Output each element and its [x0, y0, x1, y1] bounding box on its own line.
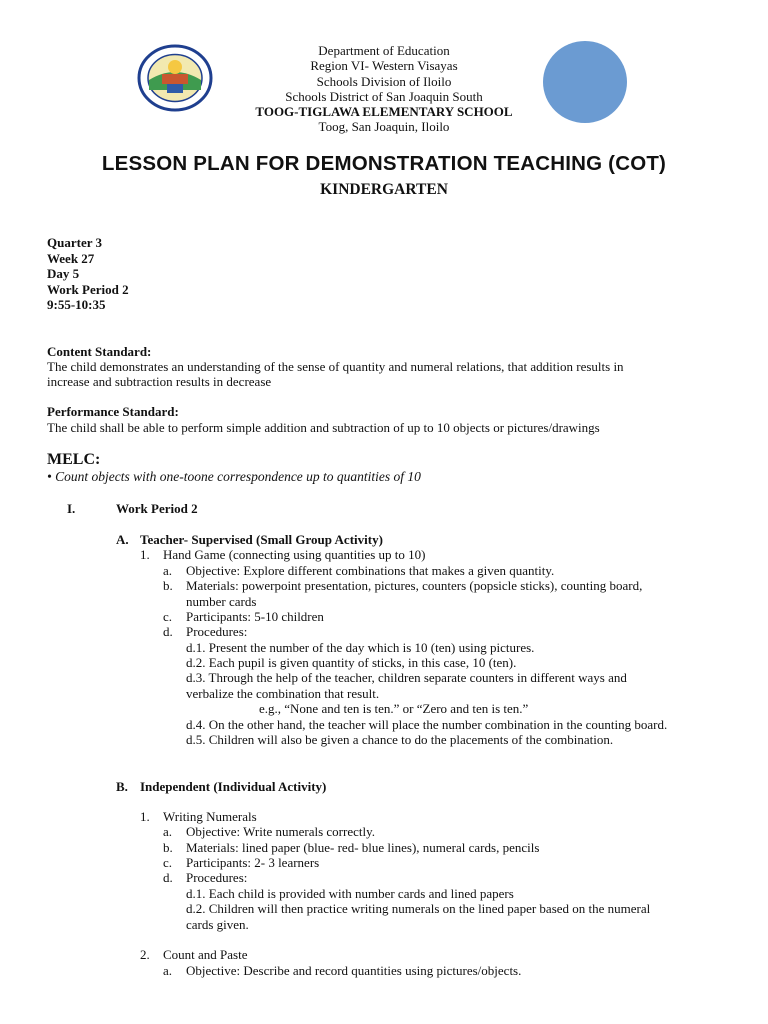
list-marker: a. [163, 824, 173, 839]
performance-standard-label: Performance Standard: [47, 404, 179, 419]
procedure-step: d.1. Present the number of the day which is 10 (ten) using pictures. [186, 640, 535, 655]
melc-label: MELC: [47, 451, 101, 468]
procedure-step: d.2. Each pupil is given quantity of sticks, in this case, 10 (ten). [186, 655, 517, 670]
subsection-b-title: Independent (Individual Activity) [140, 779, 327, 794]
item-number: 1. [140, 809, 150, 824]
meta-work-period: Work Period 2 [47, 281, 129, 297]
materials-text-cont: number cards [186, 594, 257, 609]
item-title: Hand Game (connecting using quantities up to 10) [163, 547, 426, 562]
header-line: Schools District of San Joaquin South [285, 88, 483, 104]
participants-text: Participants: 5-10 children [186, 609, 324, 624]
procedure-step-cont: verbalize the combination that result. [186, 686, 380, 701]
header-line: Schools Division of Iloilo [316, 73, 452, 89]
performance-standard-text: The child shall be able to perform simple addition and subtraction of up to 10 objects or pictures/drawings [47, 420, 600, 435]
list-marker: b. [163, 578, 173, 593]
procedure-step: d.3. Through the help of the teacher, children separate counters in different ways and [186, 670, 627, 685]
subsection-a-title: Teacher- Supervised (Small Group Activity) [140, 532, 383, 547]
procedure-example: e.g., “None and ten is ten.” or “Zero and ten is ten.” [259, 701, 529, 716]
document-title: LESSON PLAN FOR DEMONSTRATION TEACHING (COT) [101, 152, 667, 175]
meta-time: 9:55-10:35 [47, 297, 106, 312]
subsection-b-letter: B. [116, 779, 128, 794]
participants-text: Participants: 2- 3 learners [186, 855, 320, 870]
subsection-a-letter: A. [116, 532, 129, 547]
header-line: Region VI- Western Visayas [310, 58, 458, 74]
list-marker: a. [163, 563, 173, 578]
meta-quarter: Quarter 3 [47, 235, 102, 250]
school-address: Toog, San Joaquin, Iloilo [318, 119, 450, 135]
item-title: Count and Paste [163, 947, 248, 962]
section-title: Work Period 2 [116, 501, 198, 516]
list-marker: b. [163, 840, 173, 855]
school-name: TOOG-TIGLAWA ELEMENTARY SCHOOL [255, 104, 513, 120]
header-line: Department of Education [318, 43, 450, 58]
document-subtitle: KINDERGARTEN [320, 181, 448, 198]
list-marker: a. [163, 963, 173, 978]
procedure-step: d.4. On the other hand, the teacher will place the number combination in the counting board. [186, 717, 668, 732]
list-marker: c. [163, 855, 173, 870]
objective-text: Objective: Explore different combinations that makes a given quantity. [186, 563, 555, 578]
procedures-label: Procedures: [186, 870, 248, 885]
meta-day: Day 5 [47, 266, 80, 281]
materials-text: Materials: lined paper (blue- red- blue lines), numeral cards, pencils [186, 840, 540, 855]
procedure-step-cont: cards given. [186, 917, 249, 932]
item-number: 2. [140, 947, 150, 962]
item-number: 1. [140, 547, 150, 562]
content-standard-label: Content Standard: [47, 344, 152, 359]
objective-text: Objective: Describe and record quantities using pictures/objects. [186, 963, 522, 978]
list-marker: d. [163, 624, 173, 639]
item-title: Writing Numerals [163, 809, 257, 824]
materials-text: Materials: powerpoint presentation, pictures, counters (popsicle sticks), counting board, [186, 578, 643, 593]
procedures-label: Procedures: [186, 624, 248, 639]
lesson-meta [47, 235, 129, 313]
objective-text: Objective: Write numerals correctly. [186, 824, 375, 839]
procedure-step: d.1. Each child is provided with number cards and lined papers [186, 886, 514, 901]
melc-item: • Count objects with one-toone correspondence up to quantities of 10 [47, 469, 421, 484]
content-standard-text: The child demonstrates an understanding of the sense of quantity and numeral relations, that addition results in [47, 359, 624, 374]
procedure-step: d.2. Children will then practice writing numerals on the lined paper based on the numeral [186, 901, 651, 916]
letterhead [0, 43, 768, 135]
content-standard-text-cont: increase and subtraction results in decrease [47, 374, 272, 389]
section-number: I. [67, 501, 76, 516]
list-marker: c. [163, 609, 173, 624]
meta-week: Week 27 [47, 250, 95, 266]
procedure-step: d.5. Children will also be given a chance to do the placements of the combination. [186, 732, 614, 747]
list-marker: d. [163, 870, 173, 885]
